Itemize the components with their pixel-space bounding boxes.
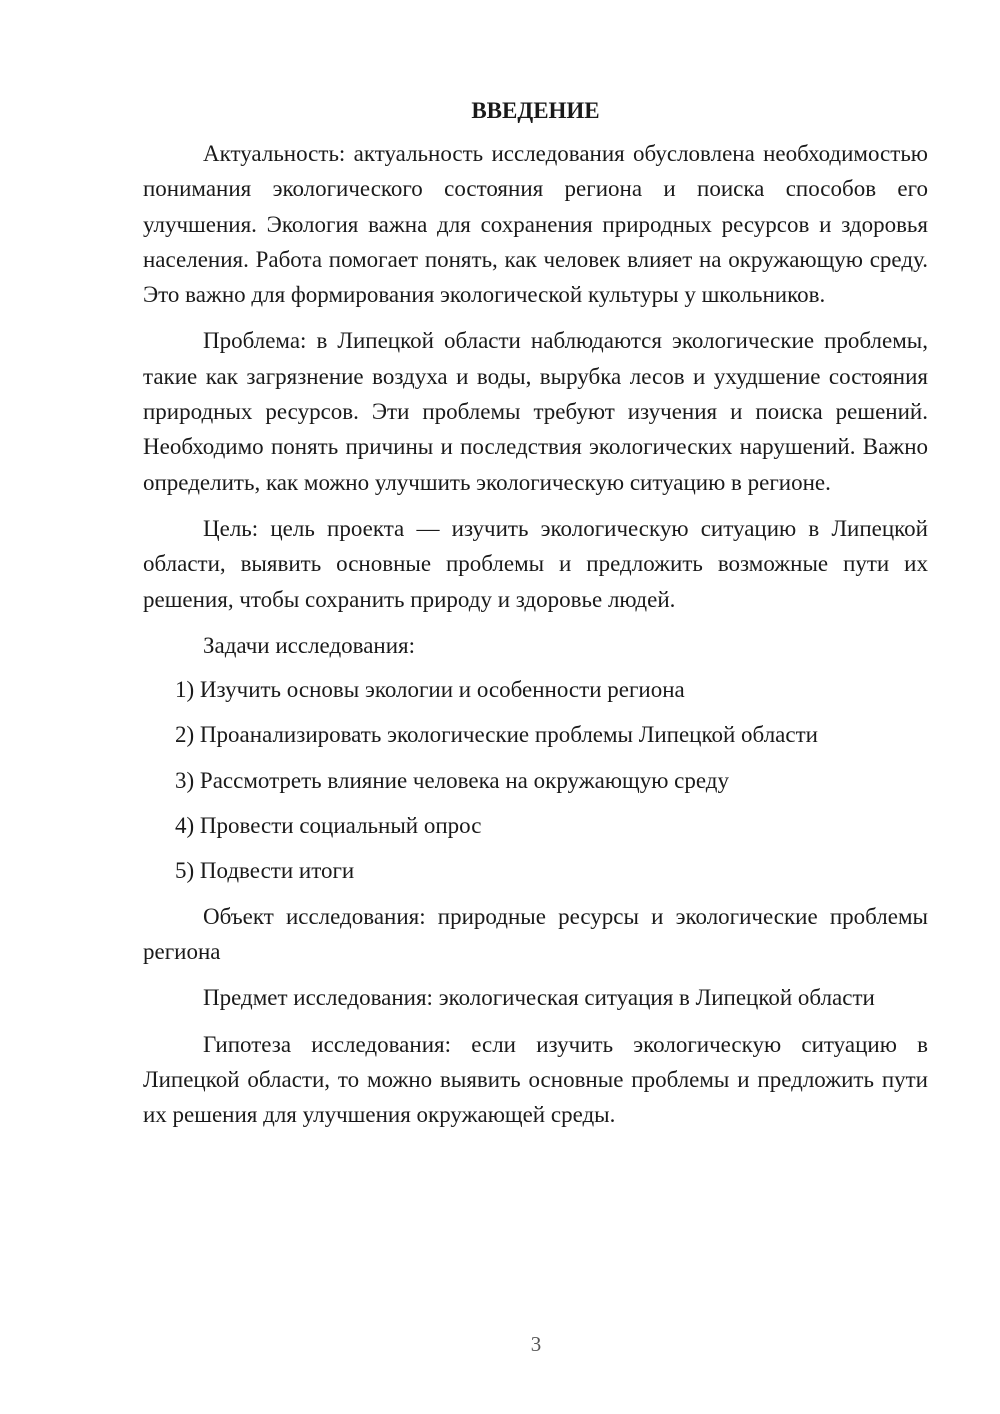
problem-paragraph: Проблема: в Липецкой области наблюдаются экологические проблемы, такие как загрязнение воздуха и воды, вырубка лесов и ухудшение состояния природных ресурсов. Эти проблемы требуют изучения и поиска решений. Необходимо понять причины и последствия экологических нарушений. Важно определить, как можно улучшить экологическую ситуацию в регионе. [143,328,928,495]
page-number: 3 [530,1332,542,1356]
relevance-paragraph: Актуальность: актуальность исследования обусловлена необходимостью понимания экологического состояния региона и поиска способов его улучшения. Экология важна для сохранения природных ресурсов и здоровья населения. Работа помогает понять, как человек влияет на окружающую среду. Это важно для формирования экологической культуры у школьников. [143,141,928,308]
object-paragraph: Объект исследования: природные ресурсы и экологические проблемы региона [143,903,928,964]
section-title: ВВЕДЕНИЕ [471,98,600,123]
document-page [143,96,928,1132]
subject-paragraph: Предмет исследования: экологическая ситуация в Липецкой области [203,985,875,1011]
task-item: 3) Рассмотреть влияние человека на окружающую среду [175,767,729,793]
tasks-list [143,672,928,888]
task-item: 1) Изучить основы экологии и особенности региона [175,677,685,703]
task-item: 5) Подвести итоги [175,858,355,884]
hypothesis-paragraph: Гипотеза исследования: если изучить экологическую ситуацию в Липецкой области, то можно выявить основные проблемы и предложить пути их решения для улучшения окружающей среды. [143,1031,928,1128]
tasks-heading: Задачи исследования: [203,632,416,658]
task-item: 4) Провести социальный опрос [175,813,482,839]
goal-paragraph: Цель: цель проекта — изучить экологическую ситуацию в Липецкой области, выявить основные проблемы и предложить возможные пути их решения, чтобы сохранить природу и здоровье людей. [143,515,928,612]
task-item: 2) Проанализировать экологические проблемы Липецкой области [175,722,818,748]
